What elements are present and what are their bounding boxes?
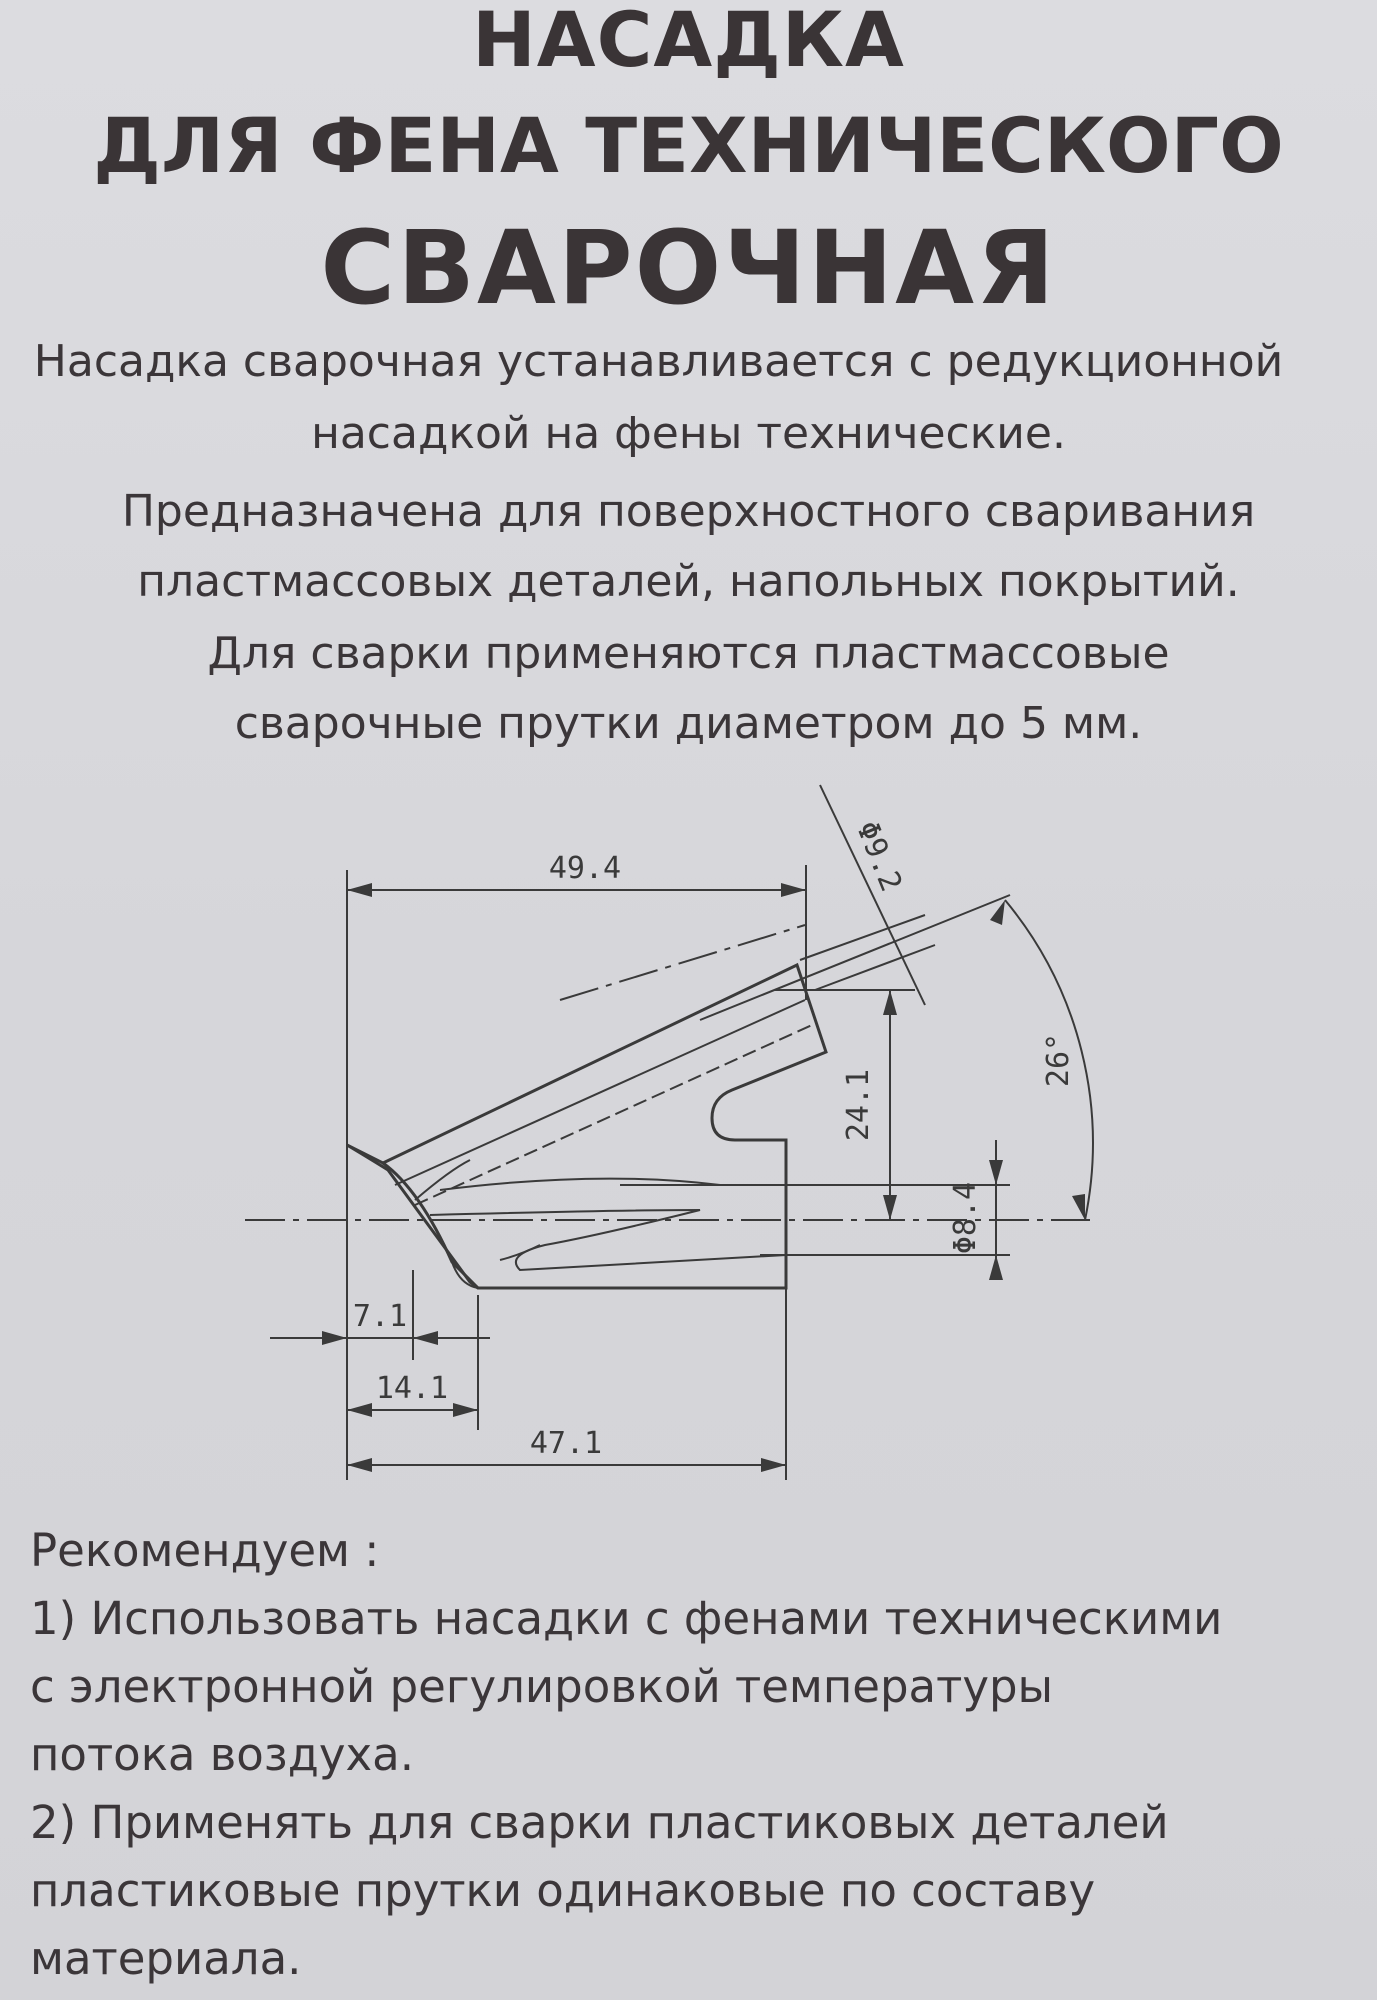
description-line-1: Насадка сварочная устанавливается с редукционной bbox=[33, 336, 1284, 387]
dim-outlet-diameter: Φ8.4 bbox=[948, 1181, 983, 1255]
dim-line-outlet-diameter bbox=[989, 1140, 1003, 1280]
dim-tube-diameter: Φ9.2 bbox=[849, 816, 909, 897]
dim-tip-medium: 14.1 bbox=[375, 1371, 449, 1406]
description-line-4: пластмассовых деталей, напольных покрытий. bbox=[137, 556, 1240, 607]
dim-top-length: 49.4 bbox=[548, 851, 622, 886]
dim-tip-small: 7.1 bbox=[352, 1299, 408, 1334]
nozzle-technical-drawing bbox=[0, 770, 1377, 1510]
recommendation-line-2: с электронной регулировкой температуры bbox=[30, 1660, 1054, 1713]
dim-bottom-length: 47.1 bbox=[529, 1426, 603, 1461]
description-line-5: Для сварки применяются пластмассовые bbox=[207, 628, 1170, 679]
recommendation-line-1: 1) Использовать насадки с фенами техническими bbox=[30, 1592, 1223, 1645]
description-line-6: сварочные прутки диаметром до 5 мм. bbox=[234, 698, 1143, 749]
dim-angle: 26° bbox=[1041, 1032, 1076, 1088]
nozzle-inner-lines bbox=[395, 925, 812, 1288]
recommendation-line-3: потока воздуха. bbox=[30, 1728, 414, 1781]
recommendations-heading: Рекомендуем : bbox=[30, 1524, 380, 1577]
recommendation-line-5: пластиковые прутки одинаковые по составу bbox=[30, 1864, 1096, 1917]
extension-lines bbox=[245, 865, 1090, 1480]
description-line-3: Предназначена для поверхностного сваривания bbox=[121, 486, 1256, 537]
recommendation-line-4: 2) Применять для сварки пластиковых деталей bbox=[30, 1796, 1169, 1849]
dim-height: 24.1 bbox=[841, 1068, 876, 1142]
title-line-3: СВАРОЧНАЯ bbox=[320, 209, 1057, 328]
recommendation-line-6: материала. bbox=[30, 1932, 302, 1985]
description-line-2: насадкой на фены технические. bbox=[311, 408, 1066, 459]
title-line-1: НАСАДКА bbox=[472, 0, 905, 84]
title-line-2: ДЛЯ ФЕНА ТЕХНИЧЕСКОГО bbox=[93, 101, 1284, 190]
